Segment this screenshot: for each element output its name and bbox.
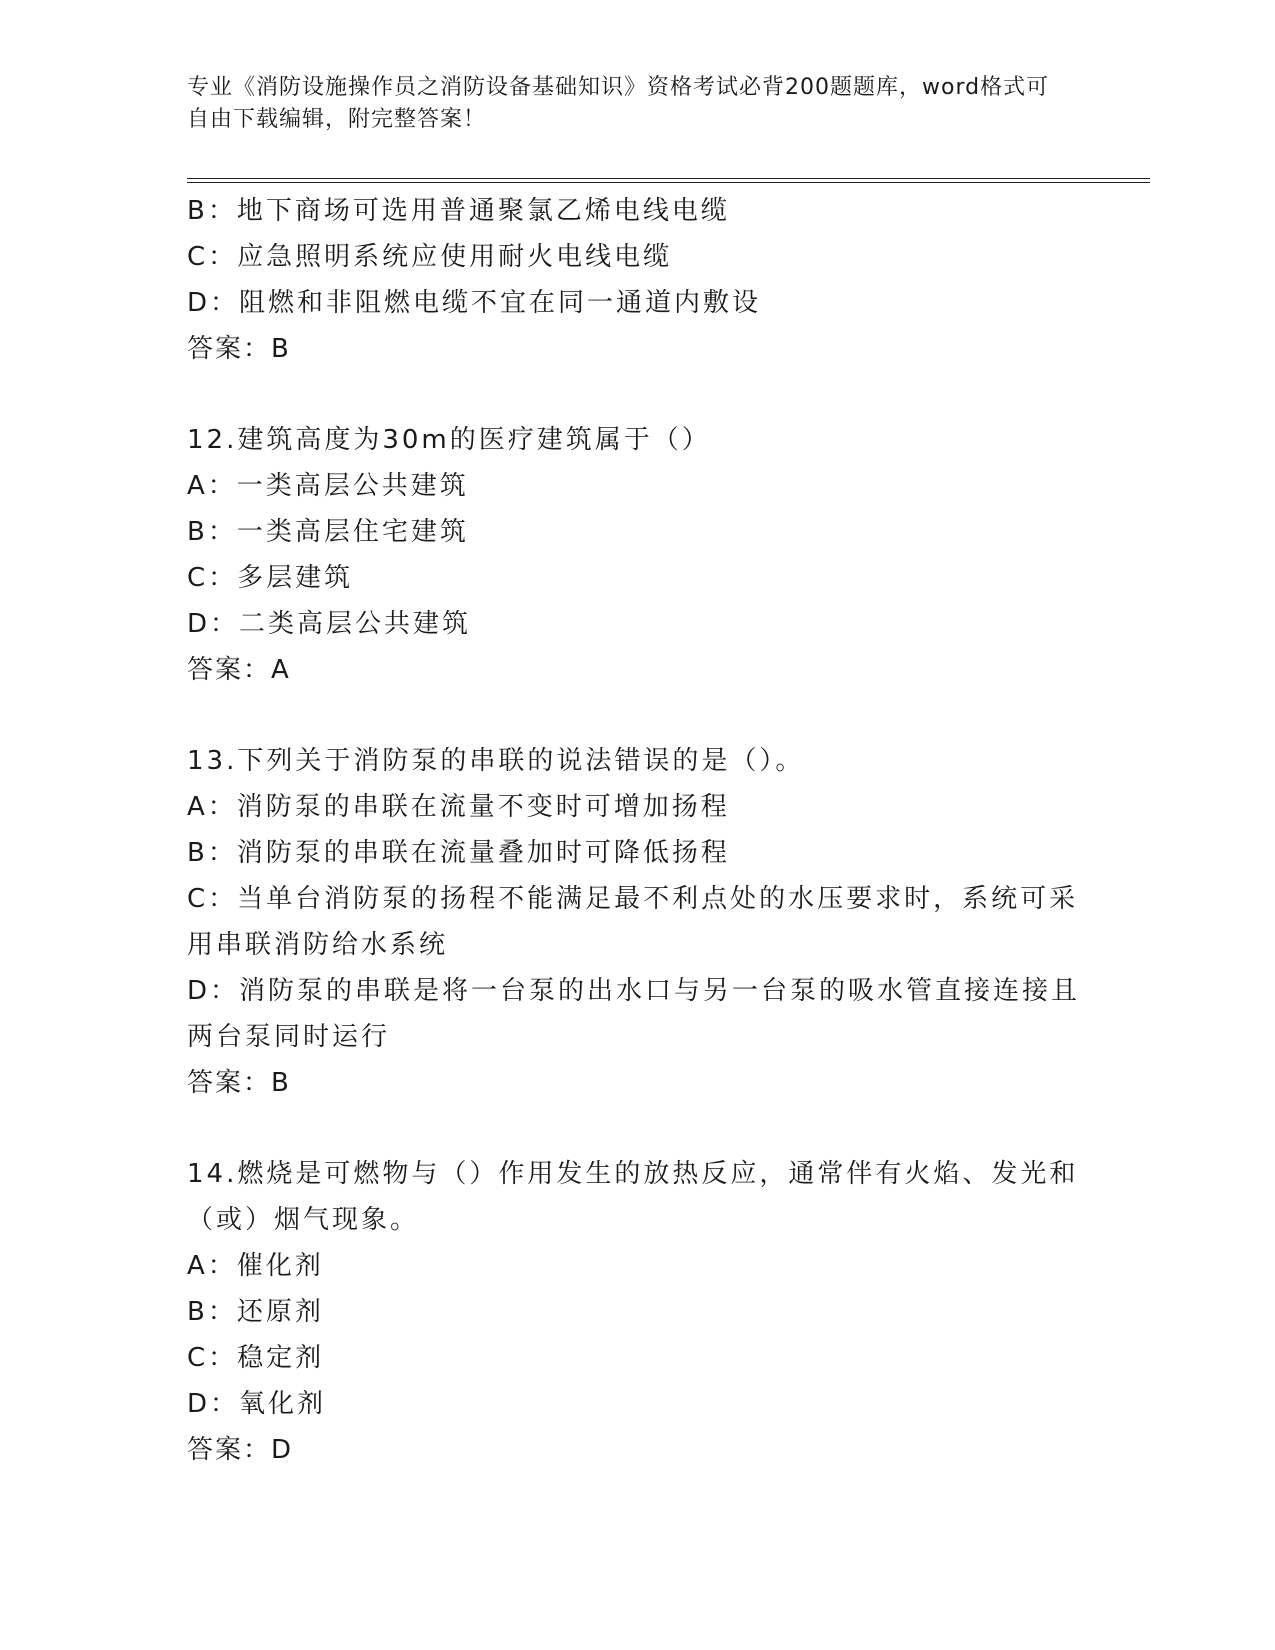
header-rule-top bbox=[187, 178, 1150, 179]
question-14 bbox=[187, 1151, 1087, 1473]
q14-question: 14.燃烧是可燃物与（）作用发生的放热反应，通常伴有火焰、发光和（或）烟气现象。 bbox=[187, 1159, 1079, 1235]
q11-answer: 答案：B bbox=[187, 334, 291, 364]
question-13 bbox=[187, 738, 1087, 1106]
header-rule-bottom bbox=[187, 182, 1150, 183]
q14-option-d: D：氧化剂 bbox=[187, 1389, 327, 1419]
q12-option-c: C：多层建筑 bbox=[187, 563, 354, 593]
q13-question: 13.下列关于消防泵的串联的说法错误的是（）。 bbox=[187, 746, 805, 776]
spacer bbox=[187, 1106, 1087, 1151]
q11-option-b: B：地下商场可选用普通聚氯乙烯电线电缆 bbox=[187, 196, 730, 226]
q13-option-b: B：消防泵的串联在流量叠加时可降低扬程 bbox=[187, 838, 730, 868]
q12-question: 12.建筑高度为30m的医疗建筑属于（） bbox=[187, 425, 711, 455]
q14-answer: 答案：D bbox=[187, 1435, 294, 1465]
q13-option-a: A：消防泵的串联在流量不变时可增加扬程 bbox=[187, 792, 730, 822]
q13-option-c: C：当单台消防泵的扬程不能满足最不利点处的水压要求时，系统可采用串联消防给水系统 bbox=[187, 884, 1079, 960]
q13-answer: 答案：B bbox=[187, 1068, 291, 1098]
spacer bbox=[187, 372, 1087, 417]
q12-option-b: B：一类高层住宅建筑 bbox=[187, 517, 469, 547]
question-12 bbox=[187, 417, 1087, 693]
q11-option-d: D：阻燃和非阻燃电缆不宜在同一通道内敷设 bbox=[187, 288, 762, 318]
q14-option-b: B：还原剂 bbox=[187, 1297, 324, 1327]
document-header: 专业《消防设施操作员之消防设备基础知识》资格考试必背200题题库，word格式可自由下载编辑，附完整答案！ bbox=[187, 75, 1050, 132]
q14-option-a: A：催化剂 bbox=[187, 1251, 324, 1281]
q12-option-a: A：一类高层公共建筑 bbox=[187, 471, 469, 501]
q13-option-d: D：消防泵的串联是将一台泵的出水口与另一台泵的吸水管直接连接且两台泵同时运行 bbox=[187, 976, 1081, 1052]
q12-option-d: D：二类高层公共建筑 bbox=[187, 609, 472, 639]
question-11 bbox=[187, 188, 1087, 372]
q12-answer: 答案：A bbox=[187, 655, 291, 685]
q11-option-c: C：应急照明系统应使用耐火电线电缆 bbox=[187, 242, 673, 272]
question-list bbox=[187, 188, 1087, 1473]
q14-option-c: C：稳定剂 bbox=[187, 1343, 325, 1373]
spacer bbox=[187, 693, 1087, 738]
